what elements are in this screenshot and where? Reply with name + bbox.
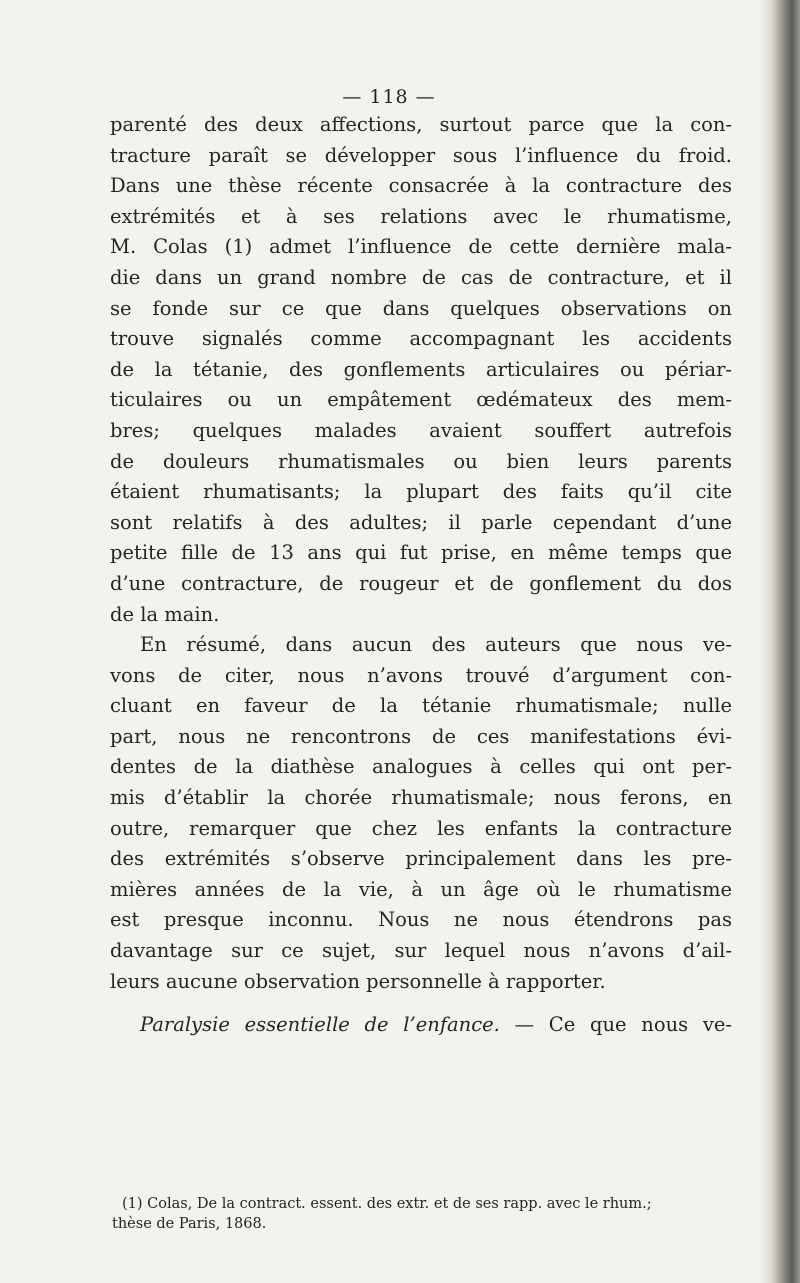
text-line: part, nous ne rencontrons de ces manifestations évi- xyxy=(110,724,732,748)
footnotes xyxy=(112,1194,712,1234)
text-line: outre, remarquer que chez les enfants la contracture xyxy=(110,816,732,840)
footnote-line: (1) Colas, De la contract. essent. des extr. et de ses rapp. avec le rhum.; xyxy=(122,1196,652,1212)
text-line: dentes de la diathèse analogues à celles qui ont per- xyxy=(110,755,732,779)
text-line: étaient rhumatisants; la plupart des faits qu’il cite xyxy=(110,480,732,504)
text-line: de douleurs rhumatismales ou bien leurs parents xyxy=(110,449,732,473)
text-line: des extrémités s’observe principalement dans les pre- xyxy=(110,847,732,871)
text-line: parenté des deux affections, surtout parce que la con- xyxy=(110,113,732,136)
section-heading-continuation: — Ce que nous ve- xyxy=(499,1013,732,1037)
section-heading-line xyxy=(110,1010,732,1041)
text-line: petite fille de 13 ans qui fut prise, en même temps que xyxy=(110,541,732,565)
text-line: tracture paraît se développer sous l’influence du froid. xyxy=(110,143,732,167)
text-line: sont relatifs à des adultes; il parle cependant d’une xyxy=(110,510,732,534)
footnote-line: thèse de Paris, 1868. xyxy=(112,1216,267,1232)
text-line: mis d’établir la chorée rhumatismale; nous ferons, en xyxy=(110,786,732,810)
text-line: de la tétanie, des gonflements articulaires ou périar- xyxy=(110,357,732,381)
text-line: En résumé, dans aucun des auteurs que nous ve- xyxy=(140,633,732,657)
text-line: M. Colas (1) admet l’influence de cette dernière mala- xyxy=(110,235,732,259)
text-line: leurs aucune observation personnelle à rapporter. xyxy=(110,969,606,993)
main-text xyxy=(110,110,732,1041)
text-line: de la main. xyxy=(110,602,220,626)
text-line: est presque inconnu. Nous ne nous étendrons pas xyxy=(110,908,732,932)
text-line: bres; quelques malades avaient souffert autrefois xyxy=(110,418,732,442)
text-line: mières années de la vie, à un âge où le rhumatisme xyxy=(110,877,732,901)
text-line: vons de citer, nous n’avons trouvé d’argument con- xyxy=(110,663,732,687)
text-line: d’une contracture, de rougeur et de gonflement du dos xyxy=(110,571,732,595)
text-line: Dans une thèse récente consacrée à la contracture des xyxy=(110,174,732,198)
text-line: die dans un grand nombre de cas de contracture, et il xyxy=(110,265,732,289)
text-line: trouve signalés comme accompagnant les accidents xyxy=(110,327,732,351)
section-heading: Paralysie essentielle de l’enfance. xyxy=(140,1013,500,1037)
text-line: extrémités et à ses relations avec le rhumatisme, xyxy=(110,204,732,228)
text-line: ticulaires ou un empâtement œdémateux des mem- xyxy=(110,388,732,412)
text-line: davantage sur ce sujet, sur lequel nous n’avons d’ail- xyxy=(110,939,732,963)
text-line: se fonde sur ce que dans quelques observations on xyxy=(110,296,732,320)
page-number: — 118 — xyxy=(342,86,436,108)
text-line: cluant en faveur de la tétanie rhumatismale; nulle xyxy=(110,694,732,718)
book-binding-edge xyxy=(760,0,800,1283)
